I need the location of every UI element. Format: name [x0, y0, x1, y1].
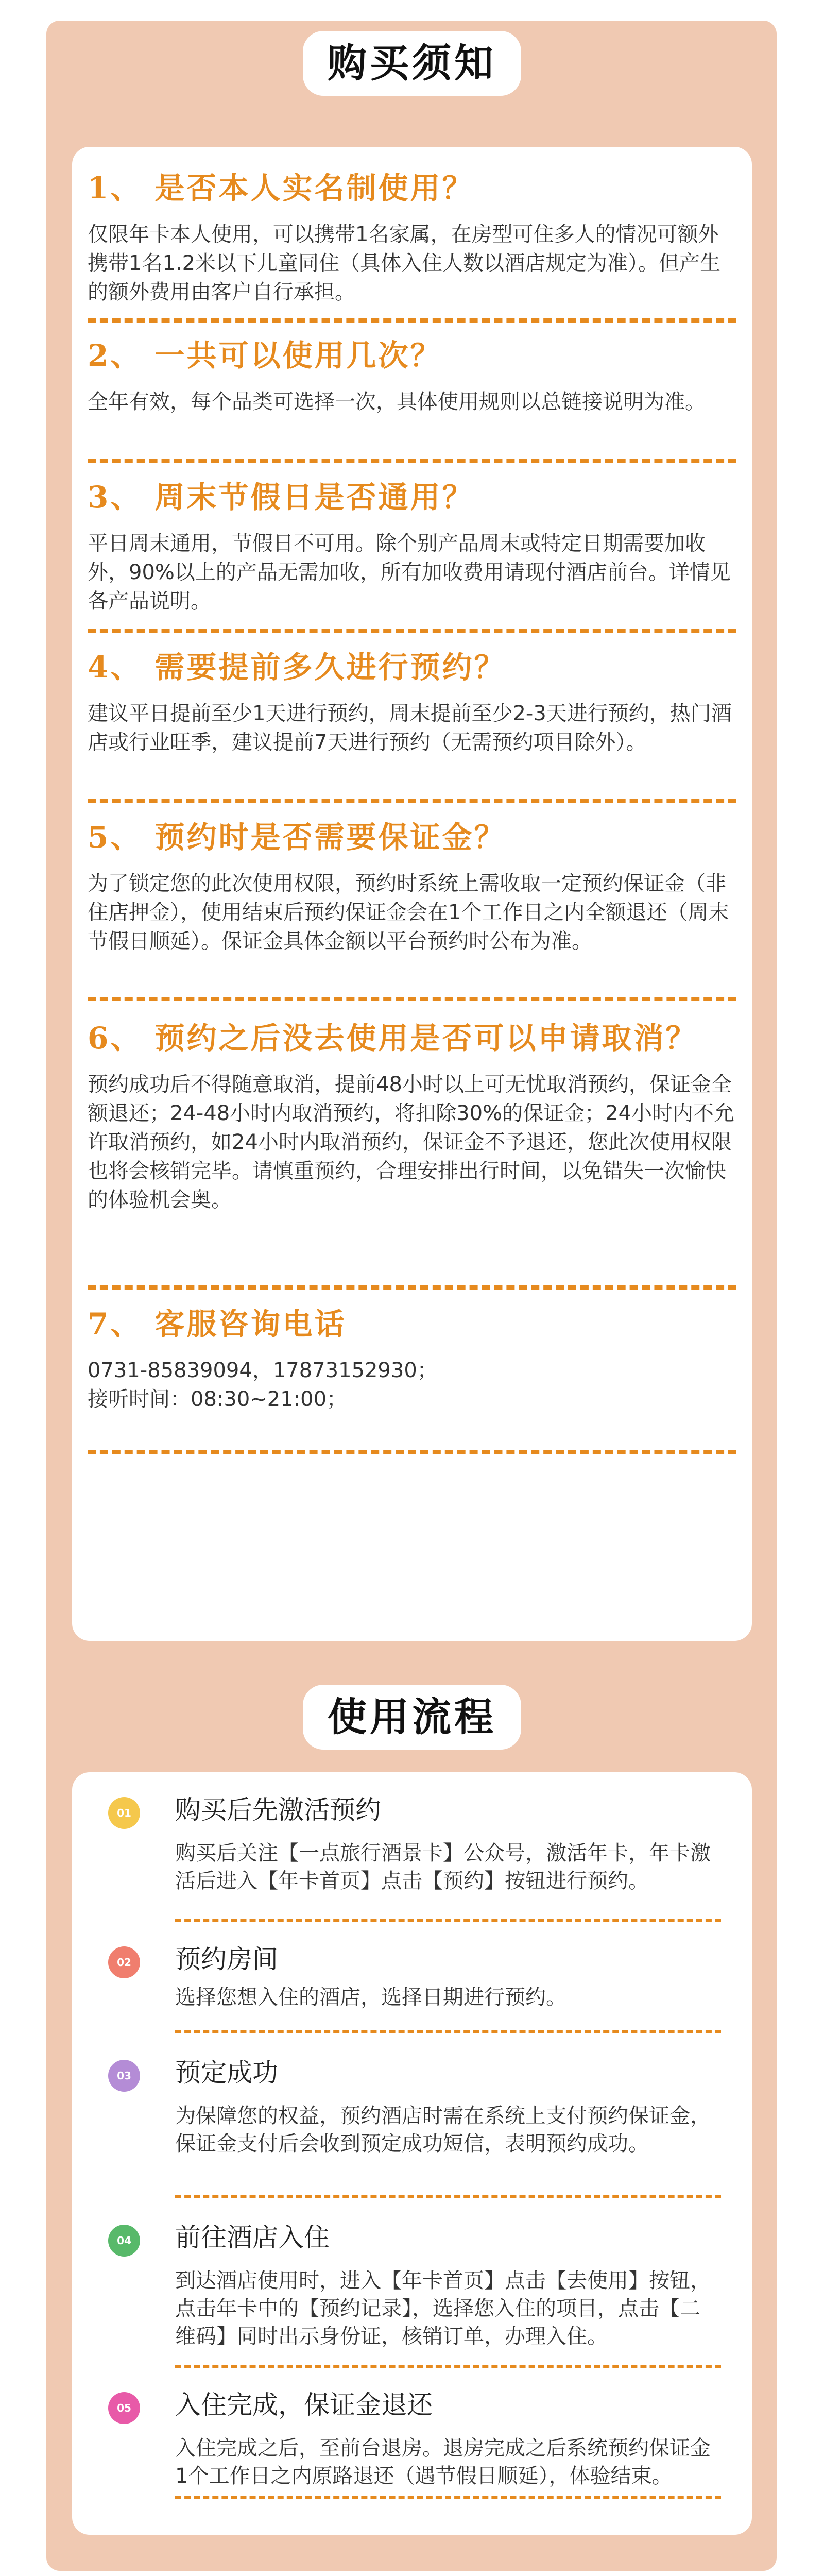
divider — [88, 997, 736, 1001]
header-title: 购买须知 — [303, 31, 521, 96]
step-number-badge: 04 — [108, 2225, 140, 2257]
divider — [88, 459, 736, 463]
faq-answer: 建议平日提前至少1天进行预约，周末提前至少2-3天进行预约，热门酒店或行业旺季，建议提前7天进行预约（无需预约项目除外）。 — [88, 702, 732, 754]
faq-answer: 0731-85839094，17873152930；接听时间：08:30~21:00； — [88, 1359, 438, 1411]
step-description: 入住完成之后，至前台退房。退房完成之后系统预约保证金1个工作日之内原路退还（遇节假日顺延），体验结束。 — [175, 2436, 711, 2488]
step-number-badge: 05 — [108, 2392, 140, 2424]
step-2 — [118, 1937, 721, 2030]
faq-question: 2、 一共可以使用几次？ — [88, 338, 442, 373]
faq-item-5 — [88, 817, 736, 956]
faq-answer: 平日周末通用，节假日不可用。除个别产品周末或特定日期需要加收外，90%以上的产品无需加收，所有加收费用请现付酒店前台。详情见各产品说明。 — [88, 532, 731, 613]
process-card — [72, 1772, 752, 2535]
faq-answer: 为了锁定您的此次使用权限，预约时系统上需收取一定预约保证金（非住店押金），使用结束后预约保证金会在1个工作日之内全额退还（周末节假日顺延）。保证金具体金额以平台预约时公布为准。 — [88, 872, 729, 953]
divider — [175, 2195, 721, 2198]
faq-question: 7、 客服咨询电话 — [88, 1307, 347, 1342]
step-description: 为保障您的权益，预约酒店时需在系统上支付预约保证金，保证金支付后会收到预定成功短信，表明预约成功。 — [175, 2104, 711, 2156]
step-title: 购买后先激活预约 — [175, 1795, 381, 1825]
step-description: 选择您想入住的酒店，选择日期进行预约。 — [175, 1986, 566, 2009]
faq-answer: 全年有效，每个品类可选择一次，具体使用规则以总链接说明为准。 — [88, 390, 706, 414]
faq-item-2 — [88, 335, 736, 416]
step-title: 前往酒店入住 — [175, 2223, 330, 2252]
faq-item-4 — [88, 647, 736, 757]
step-description: 购买后关注【一点旅行酒景卡】公众号，激活年卡，年卡激活后进入【年卡首页】点击【预约】按钮进行预约。 — [175, 1841, 711, 1893]
divider — [88, 629, 736, 633]
process-title: 使用流程 — [303, 1685, 521, 1750]
step-number-badge: 03 — [108, 2060, 140, 2092]
faq-item-7 — [88, 1303, 736, 1414]
faq-item-1 — [88, 167, 736, 307]
faq-answer: 仅限年卡本人使用，可以携带1名家属，在房型可住多人的情况可额外携带1名1.2米以下儿童同住（具体入住人数以酒店规定为准）。但产生的额外费用由客户自行承担。 — [88, 223, 721, 304]
faq-question: 3、 周末节假日是否通用？ — [88, 480, 474, 515]
step-1 — [118, 1788, 721, 1911]
faq-item-6 — [88, 1018, 736, 1214]
divider — [175, 2496, 721, 2499]
step-3 — [118, 2050, 721, 2184]
step-title: 预约房间 — [175, 1944, 278, 1974]
faq-question: 5、 预约时是否需要保证金？ — [88, 820, 506, 855]
step-number-badge: 02 — [108, 1946, 140, 1978]
divider — [175, 2030, 721, 2033]
faq-question: 6、 预约之后没去使用是否可以申请取消？ — [88, 1021, 698, 1056]
divider — [175, 1919, 721, 1922]
divider — [88, 1450, 736, 1454]
step-4 — [118, 2215, 721, 2354]
divider — [88, 1285, 736, 1290]
divider — [175, 2365, 721, 2368]
step-title: 预定成功 — [175, 2058, 278, 2088]
faq-question: 1、 是否本人实名制使用？ — [88, 171, 474, 206]
step-number-badge: 01 — [108, 1797, 140, 1829]
faq-item-3 — [88, 477, 736, 616]
step-description: 到达酒店使用时，进入【年卡首页】点击【去使用】按钮，点击年卡中的【预约记录】，选择您入住的项目，点击【二维码】同时出示身份证，核销订单，办理入住。 — [175, 2269, 711, 2348]
faq-answer: 预约成功后不得随意取消，提前48小时以上可无忧取消预约，保证金全额退还；24-48小时内取消预约，将扣除30%的保证金；24小时内不允许取消预约，如24小时内取消预约，保证金不予退还，您此次使用权限也将会核销完毕。请慎重预约，合理安排出行时间，以免错失一次愉快的体验机会奥。 — [88, 1073, 735, 1212]
faq-card — [72, 147, 752, 1641]
divider — [88, 318, 736, 323]
step-5 — [118, 2383, 721, 2496]
faq-question: 4、 需要提前多久进行预约？ — [88, 650, 506, 685]
step-title: 入住完成，保证金退还 — [175, 2390, 433, 2420]
divider — [88, 799, 736, 803]
